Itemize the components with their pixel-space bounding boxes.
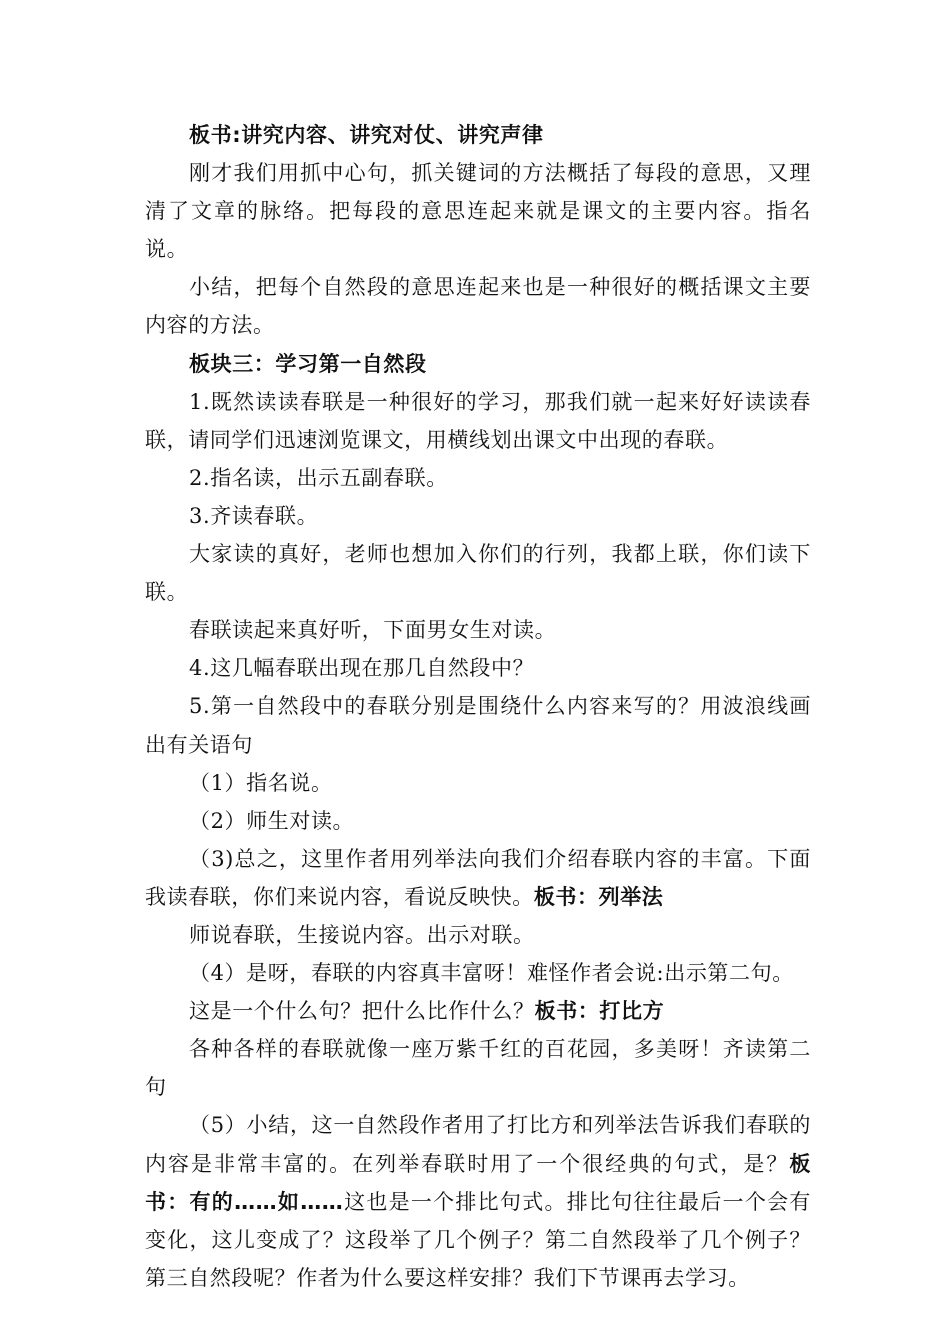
paragraph: 大家读的真好，老师也想加入你们的行列，我都上联，你们读下联。 — [145, 542, 811, 605]
list-item: 3.齐读春联。 — [189, 503, 319, 528]
sub-item — [145, 1106, 811, 1296]
sub-item — [145, 840, 811, 916]
document-page — [145, 116, 811, 1297]
paragraph-text: 这是一个什么句？把什么比作什么？ — [189, 999, 535, 1024]
list-item: 2.指名读，出示五副春联。 — [189, 465, 448, 490]
paragraph: 各种各样的春联就像一座万紫千红的百花园，多美呀！齐读第二句 — [145, 1037, 811, 1100]
list-item: 4.这几幅春联出现在那几自然段中？ — [189, 656, 535, 681]
board-note: 板书：有的……如…… — [145, 1151, 811, 1214]
paragraph: 师说春联，生接说内容。出示对联。 — [189, 922, 535, 947]
sub-item-text: （5）小结，这一自然段作者用了打比方和列举法告诉我们春联的内容是非常丰富的。在列举春联时用了一个很经典的句式，是？ — [145, 1113, 811, 1176]
sub-item: （4）是呀，春联的内容真丰富呀！难怪作者会说:出示第二句。 — [189, 961, 794, 986]
board-note: 板书：列举法 — [533, 884, 664, 909]
list-item: 5.第一自然段中的春联分别是围绕什么内容来写的？用波浪线画出有关语句 — [145, 694, 811, 757]
section-heading: 板块三：学习第一自然段 — [189, 351, 427, 376]
list-item: 1.既然读读春联是一种很好的学习，那我们就一起来好好读读春联，请同学们迅速浏览课文，用横线划出课文中出现的春联。 — [145, 389, 811, 452]
paragraph: 小结，把每个自然段的意思连起来也是一种很好的概括课文主要内容的方法。 — [145, 275, 811, 338]
sub-item-text: （3)总之，这里作者用列举法向我们介绍春联内容的丰富。下面我读春联，你们来说内容，看说反映快。 — [145, 846, 811, 909]
board-note: 板书：打比方 — [534, 999, 665, 1024]
board-heading: 板书:讲究内容、讲究对仗、讲究声律 — [189, 123, 544, 147]
sub-item: （2）师生对读。 — [189, 808, 355, 833]
paragraph — [145, 992, 811, 1030]
sub-item: （1）指名说。 — [189, 770, 333, 795]
paragraph: 刚才我们用抓中心句，抓关键词的方法概括了每段的意思，又理清了文章的脉络。把每段的意思连起来就是课文的主要内容。指名说。 — [145, 161, 811, 262]
paragraph: 春联读起来真好听，下面男女生对读。 — [189, 618, 557, 643]
sub-item-text: 这也是一个排比句式。排比句往往最后一个会有变化，这儿变成了？这段举了几个例子？第二自然段举了几个例子？第三自然段呢？作者为什么要这样安排？我们下节课再去学习。 — [145, 1189, 811, 1290]
